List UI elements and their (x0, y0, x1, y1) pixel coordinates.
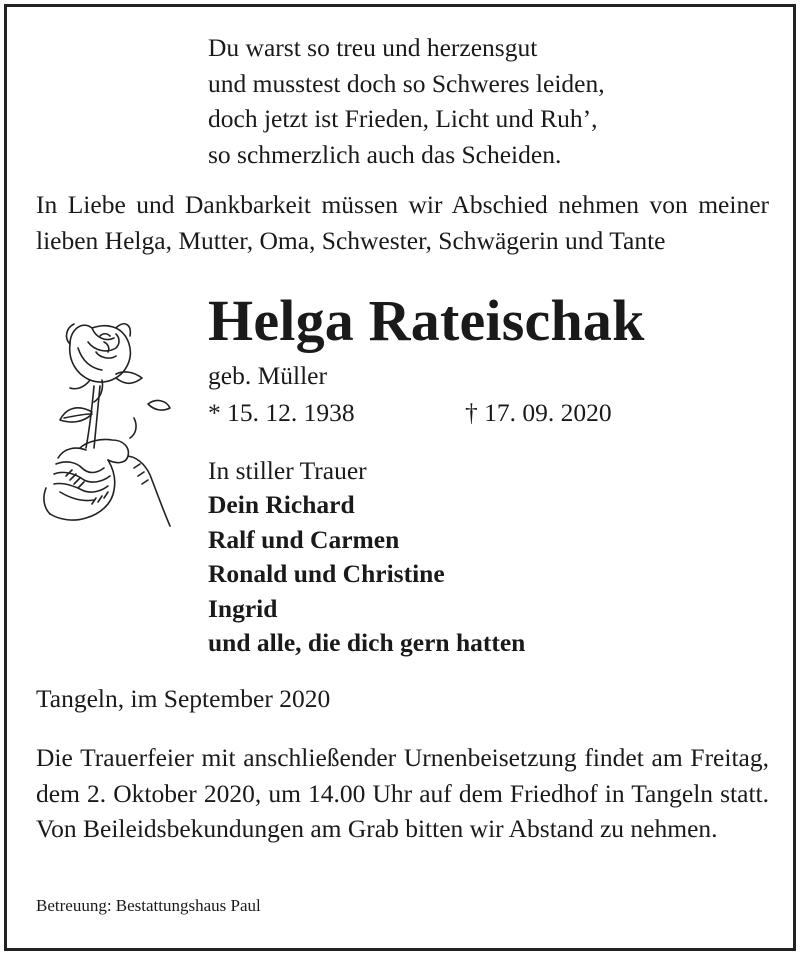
mourner: Dein Richard (208, 490, 355, 519)
birth-date: * 15. 12. 1938 (208, 398, 355, 427)
intro-text: In Liebe und Dankbarkeit müssen wir Abschied nehmen von meiner lieben Helga, Mutter, Oma, Schwester, Schwägerin und Tante (36, 190, 769, 255)
service-note: Die Trauerfeier mit anschließender Urnenbeisetzung findet am Freitag, dem 2. Oktober 2020, um 14.00 Uhr auf dem Friedhof in Tangeln statt. Von Beileidsbekundungen am Grab bitten wir Abstand zu nehmen. (36, 743, 769, 843)
mourners-list (208, 488, 525, 661)
poem-line: doch jetzt ist Frieden, Licht und Ruh’, (208, 104, 598, 133)
care-note: Betreuung: Bestattungshaus Paul (36, 896, 261, 915)
poem (208, 30, 605, 172)
poem-line: so schmerzlich auch das Scheiden. (208, 139, 562, 169)
mourning-heading: In stiller Trauer (208, 456, 367, 485)
mourner: und alle, die dich gern hatten (208, 628, 526, 657)
rose-hand-illustration (30, 308, 192, 533)
mourner: Ralf und Carmen (208, 524, 400, 554)
poem-line: und musstest doch so Schweres leiden, (208, 68, 605, 98)
born-name: geb. Müller (208, 361, 327, 390)
poem-line: Du warst so treu und herzensgut (208, 33, 538, 62)
mourner: Ingrid (208, 593, 278, 623)
deceased-name: Helga Rateischak (208, 288, 645, 353)
place-date: Tangeln, im September 2020 (36, 684, 331, 713)
death-date: † 17. 09. 2020 (465, 398, 612, 427)
mourner: Ronald und Christine (208, 559, 445, 588)
